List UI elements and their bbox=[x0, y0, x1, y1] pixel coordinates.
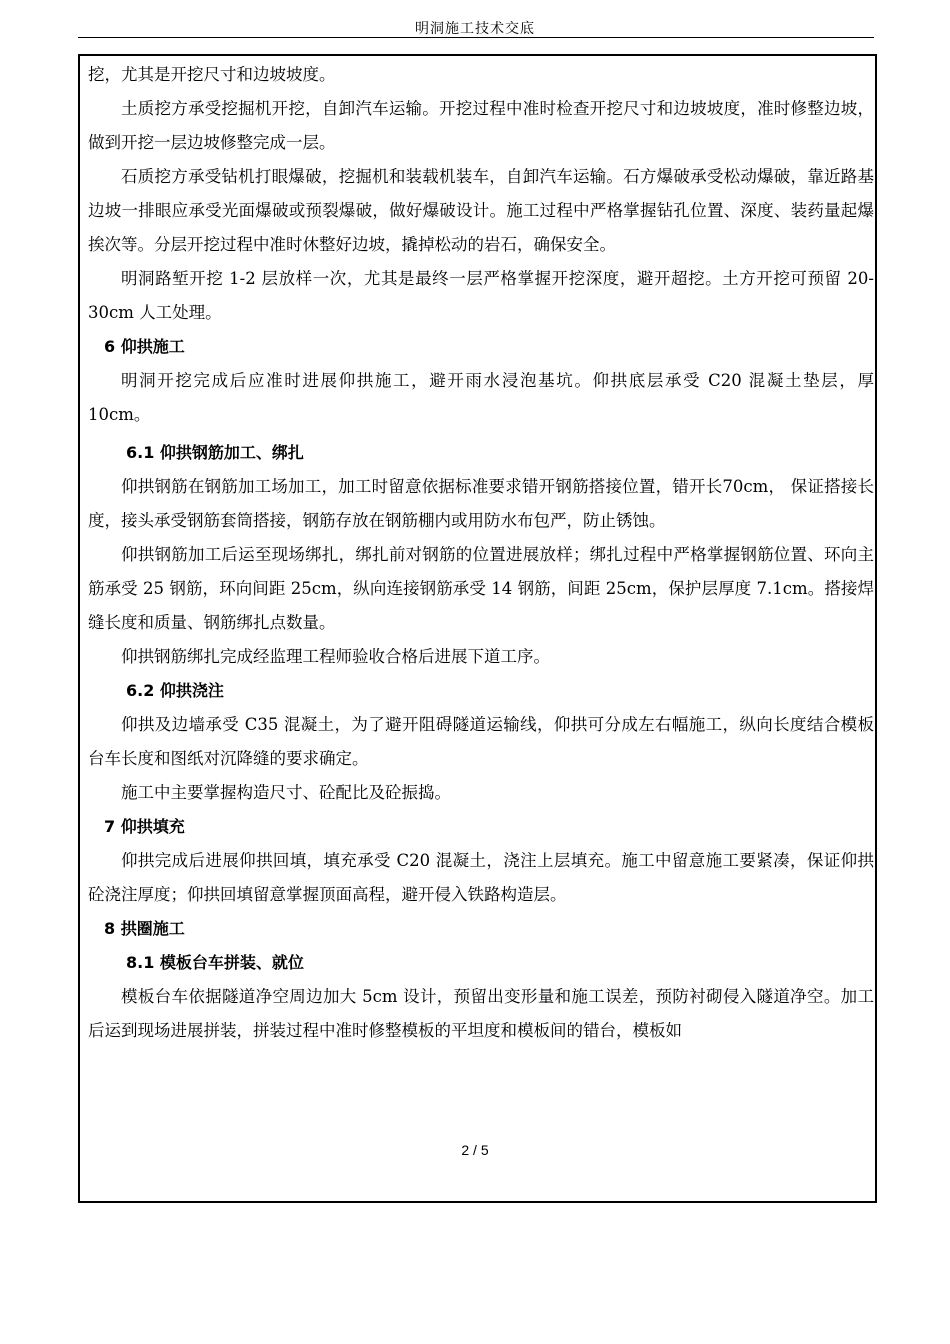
paragraph-soil-excavation: 土质挖方承受挖掘机开挖，自卸汽车运输。开挖过程中准时检查开挖尺寸和边坡坡度，准时修整边坡，做到开挖一层边坡修整完成一层。 bbox=[88, 99, 874, 152]
document-body bbox=[88, 58, 874, 1048]
header-rule bbox=[78, 37, 874, 38]
page-number: 2 / 5 bbox=[461, 1142, 489, 1158]
heading-section-6-1: 6.1 仰拱钢筋加工、绑扎 bbox=[126, 443, 304, 462]
paragraph-pouring-control: 施工中主要掌握构造尺寸、砼配比及砼振捣。 bbox=[121, 783, 451, 802]
heading-section-6-2: 6.2 仰拱浇注 bbox=[126, 681, 224, 700]
paragraph-rebar-acceptance: 仰拱钢筋绑扎完成经监理工程师验收合格后进展下道工序。 bbox=[121, 647, 550, 666]
paragraph-rock-excavation: 石质挖方承受钻机打眼爆破，挖掘机和装载机装车，自卸汽车运输。石方爆破承受松动爆破，靠近路基边坡一排眼应承受光面爆破或预裂爆破，做好爆破设计。施工过程中严格掌握钻孔位置、深度、装药量起爆挨次等。分层开挖过程中准时休整好边坡，撬掉松动的岩石，确保安全。 bbox=[88, 167, 874, 254]
paragraph-excavation-cont: 挖，尤其是开挖尺寸和边坡坡度。 bbox=[88, 65, 336, 84]
document-header-title: 明洞施工技术交底 bbox=[415, 21, 535, 37]
paragraph-rebar-processing: 仰拱钢筋在钢筋加工场加工，加工时留意依据标准要求错开钢筋搭接位置，错开长70cm， 保证搭接长度，接头承受钢筋套筒搭接，钢筋存放在钢筋棚内或用防水布包严，防止锈蚀。 bbox=[88, 477, 874, 530]
heading-section-8: 8 拱圈施工 bbox=[104, 919, 185, 938]
paragraph-formwork-trolley: 模板台车依据隧道净空周边加大 5cm 设计，预留出变形量和施工误差，预防衬砌侵入隧道净空。加工后运到现场进展拼装，拼装过程中准时修整模板的平坦度和模板间的错台，模板如 bbox=[88, 987, 874, 1040]
paragraph-cutting-layout: 明洞路堑开挖 1-2 层放样一次，尤其是最终一层严格掌握开挖深度，避开超挖。土方开挖可预留 20-30cm 人工处理。 bbox=[88, 269, 874, 322]
heading-section-6: 6 仰拱施工 bbox=[104, 337, 185, 356]
paragraph-invert-start: 明洞开挖完成后应准时进展仰拱施工，避开雨水浸泡基坑。仰拱底层承受 C20 混凝土垫层，厚 10cm。 bbox=[88, 371, 874, 424]
heading-section-8-1: 8.1 模板台车拼装、就位 bbox=[126, 953, 304, 972]
paragraph-rebar-binding: 仰拱钢筋加工后运至现场绑扎，绑扎前对钢筋的位置进展放样；绑扎过程中严格掌握钢筋位置、环向主筋承受 25 钢筋，环向间距 25cm，纵向连接钢筋承受 14 钢筋，间距 25cm，保护层厚度 7.1cm。搭接焊缝长度和质量、钢筋绑扎点数量。 bbox=[88, 545, 874, 632]
heading-section-7: 7 仰拱填充 bbox=[104, 817, 185, 836]
paragraph-invert-pouring: 仰拱及边墙承受 C35 混凝土，为了避开阻碍隧道运输线，仰拱可分成左右幅施工，纵向长度结合模板台车长度和图纸对沉降缝的要求确定。 bbox=[88, 715, 874, 768]
paragraph-invert-filling: 仰拱完成后进展仰拱回填，填充承受 C20 混凝土，浇注上层填充。施工中留意施工要紧凑，保证仰拱砼浇注厚度；仰拱回填留意掌握顶面高程，避开侵入铁路构造层。 bbox=[88, 851, 874, 904]
